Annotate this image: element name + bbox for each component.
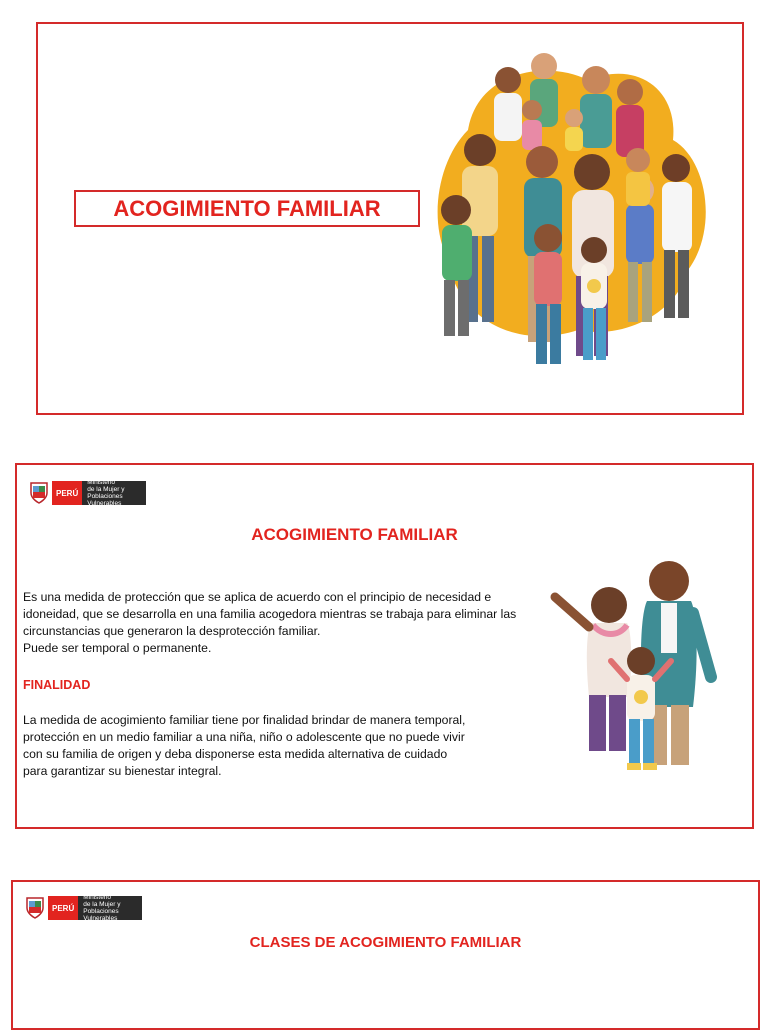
slide-cover [36, 22, 744, 415]
logo-ministry-line1: Ministerio [87, 479, 116, 486]
peru-shield-icon [29, 481, 49, 505]
ministry-logo [25, 896, 142, 920]
logo-ministry-line2: de la Mujer y [83, 901, 121, 908]
slide-definition [15, 463, 754, 829]
logo-ministry [82, 481, 146, 505]
slide3-title: CLASES DE ACOGIMIENTO FAMILIAR [249, 934, 522, 951]
finalidad-heading: FINALIDAD [23, 678, 91, 692]
logo-ministry [78, 896, 142, 920]
finalidad-paragraph: La medida de acogimiento familiar tiene por finalidad brindar de manera temporal, protección en un medio familiar a una niña, niño o adolescente que no puede vivir con su familia de origen y deba disponerse esta medida alternativa de cuidado para garantizar su bienestar integral. [23, 713, 466, 778]
slide-classes [11, 880, 760, 1030]
ministry-logo [29, 481, 146, 505]
definition-text: Es una medida de protección que se aplica de acuerdo con el principio de necesidad e idoneidad, que se desarrolla en una familia acogedora mientras se trabaja para eliminar las circunstancias que generaron la desprotección familiar. [23, 590, 517, 638]
family-group-illustration [428, 50, 728, 366]
cover-title: ACOGIMIENTO FAMILIAR [74, 190, 420, 227]
peru-shield-icon [25, 896, 45, 920]
logo-country: PERÚ [52, 481, 82, 505]
logo-country: PERÚ [48, 896, 78, 920]
logo-ministry-line1: Ministerio [83, 894, 112, 901]
logo-ministry-line3: Poblaciones Vulnerables [87, 493, 123, 507]
slide2-title: ACOGIMIENTO FAMILIAR [251, 525, 458, 544]
definition-paragraph [23, 589, 523, 657]
logo-ministry-line2: de la Mujer y [87, 486, 125, 493]
definition-extra: Puede ser temporal o permanente. [23, 641, 212, 655]
logo-ministry-line3: Poblaciones Vulnerables [83, 908, 119, 922]
family-three-illustration [543, 557, 723, 775]
